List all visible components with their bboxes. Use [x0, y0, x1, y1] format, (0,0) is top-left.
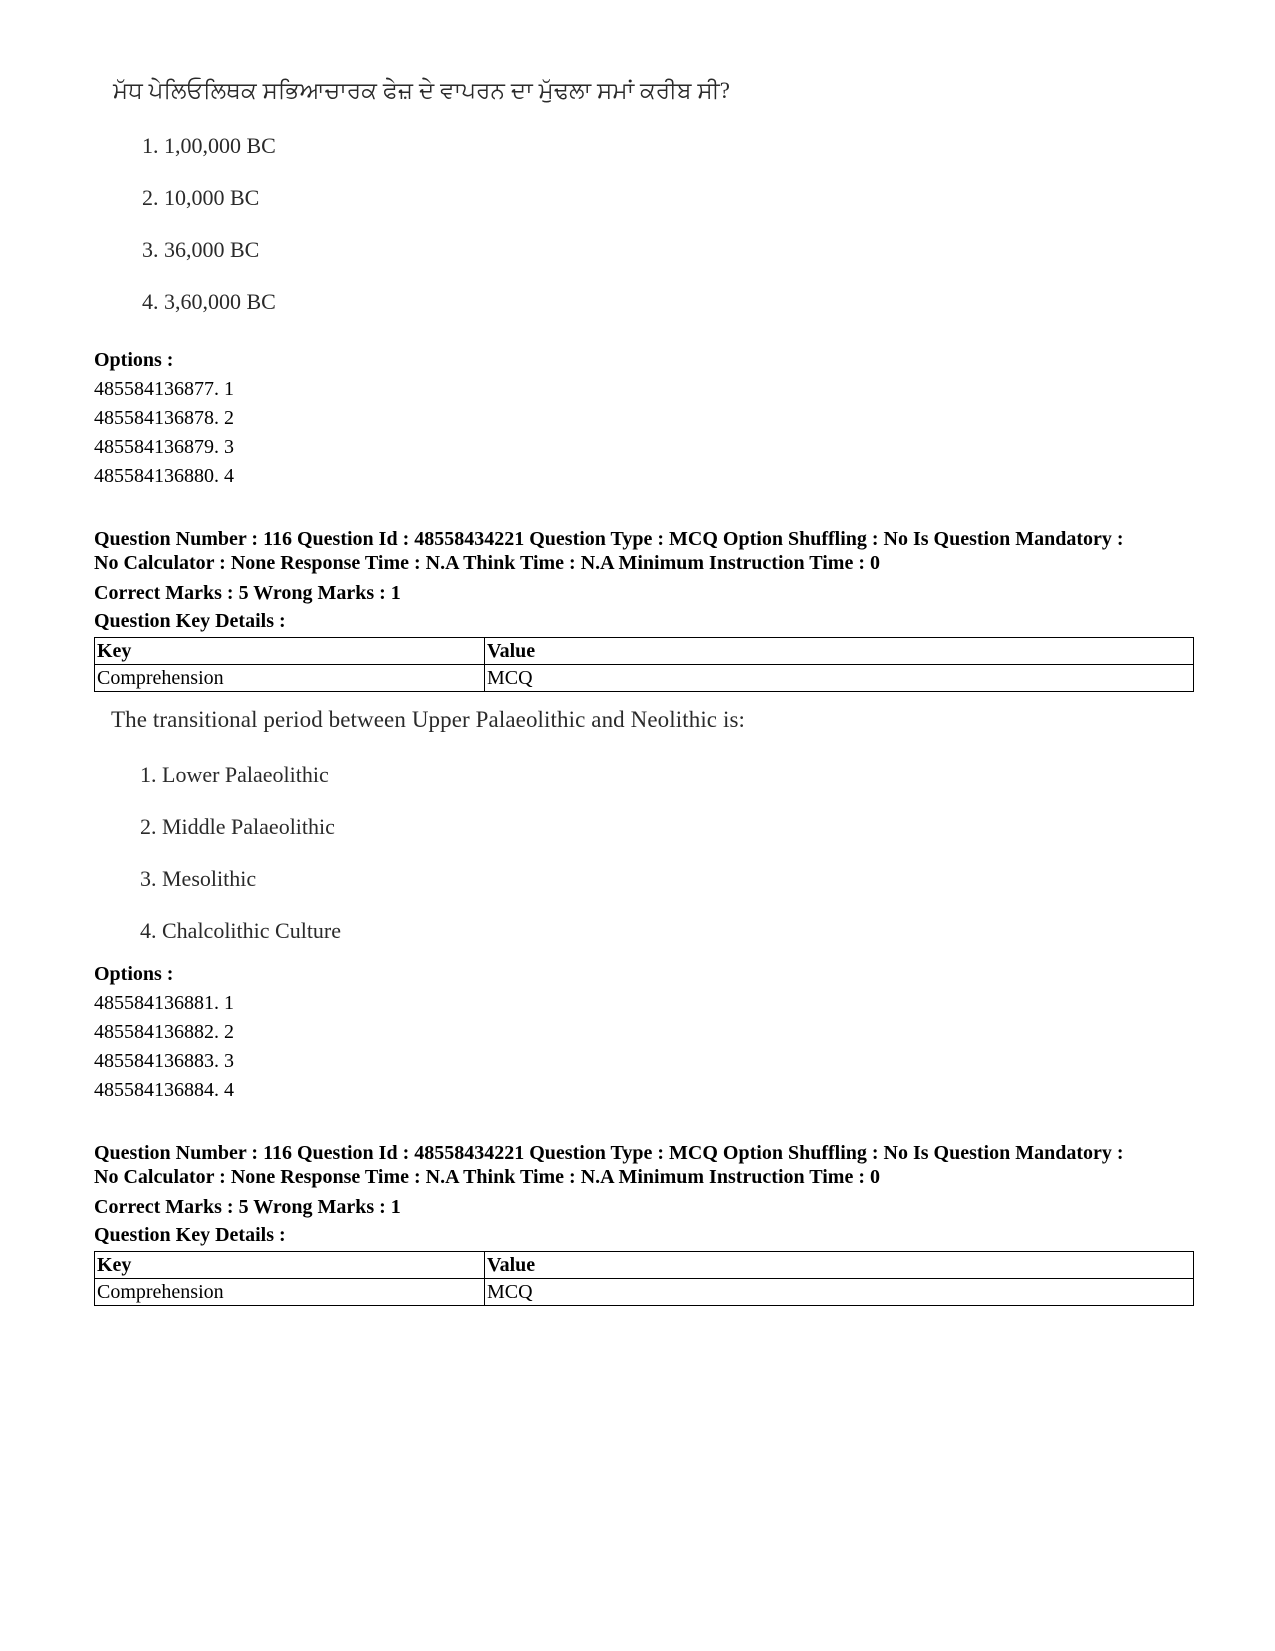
- key-details-table: [94, 637, 1194, 692]
- question-text: The transitional period between Upper Palaeolithic and Neolithic is:: [111, 707, 745, 732]
- option-id-4: 485584136880. 4: [94, 465, 234, 487]
- cell-key: Comprehension: [95, 665, 485, 692]
- option-id-1: 485584136881. 1: [94, 992, 234, 1014]
- header-value: Value: [485, 1252, 1194, 1279]
- choice-4: 4. Chalcolithic Culture: [140, 918, 342, 943]
- meta-line-2: No Calculator : None Response Time : N.A Think Time : N.A Minimum Instruction Time : 0: [94, 1166, 880, 1188]
- choice-3: 3. 36,000 BC: [142, 237, 260, 262]
- table-header-row: [95, 1252, 1194, 1279]
- meta-line-1: Question Number : 116 Question Id : 48558434221 Question Type : MCQ Option Shuffling : No Is Question Mandatory :: [94, 1142, 1124, 1164]
- header-key: Key: [95, 638, 485, 665]
- option-id-3: 485584136883. 3: [94, 1050, 234, 1072]
- question-image-b: [95, 707, 855, 941]
- choice-1: 1. 1,00,000 BC: [142, 133, 276, 158]
- header-key: Key: [95, 1252, 485, 1279]
- cell-key: Comprehension: [95, 1279, 485, 1306]
- options-block-b: [94, 960, 1194, 1105]
- marks-line: Correct Marks : 5 Wrong Marks : 1: [94, 1196, 401, 1218]
- options-label: Options :: [94, 349, 174, 371]
- option-id-4: 485584136884. 4: [94, 1079, 234, 1101]
- choice-2: 2. 10,000 BC: [142, 185, 260, 210]
- question-image-a: [95, 78, 855, 312]
- key-details-table: [94, 1251, 1194, 1306]
- question-meta-1: [94, 527, 1194, 692]
- key-details-label: Question Key Details :: [94, 1224, 286, 1246]
- choice-4: 4. 3,60,000 BC: [142, 289, 276, 314]
- cell-value: MCQ: [485, 665, 1194, 692]
- option-id-1: 485584136877. 1: [94, 378, 234, 400]
- header-value: Value: [485, 638, 1194, 665]
- marks-line: Correct Marks : 5 Wrong Marks : 1: [94, 582, 401, 604]
- question-meta-2: [94, 1141, 1194, 1306]
- table-row: [95, 665, 1194, 692]
- option-id-2: 485584136878. 2: [94, 407, 234, 429]
- meta-line-2: No Calculator : None Response Time : N.A Think Time : N.A Minimum Instruction Time : 0: [94, 552, 880, 574]
- option-id-3: 485584136879. 3: [94, 436, 234, 458]
- choice-1: 1. Lower Palaeolithic: [140, 762, 329, 787]
- options-label: Options :: [94, 963, 174, 985]
- options-block-a: [94, 346, 1194, 491]
- table-header-row: [95, 638, 1194, 665]
- choice-3: 3. Mesolithic: [140, 866, 257, 891]
- choice-2: 2. Middle Palaeolithic: [140, 814, 335, 839]
- option-id-2: 485584136882. 2: [94, 1021, 234, 1043]
- question-text: ਮੱਧ ਪੇਲਿਓਲਿਥਕ ਸਭਿਆਚਾਰਕ ਫੇਜ਼ ਦੇ ਵਾਪਰਨ ਦਾ ਮੁੱਢਲਾ ਸਮਾਂ ਕਰੀਬ ਸੀ?: [113, 78, 731, 103]
- cell-value: MCQ: [485, 1279, 1194, 1306]
- meta-line-1: Question Number : 116 Question Id : 48558434221 Question Type : MCQ Option Shuffling : No Is Question Mandatory :: [94, 528, 1124, 550]
- key-details-label: Question Key Details :: [94, 610, 286, 632]
- table-row: [95, 1279, 1194, 1306]
